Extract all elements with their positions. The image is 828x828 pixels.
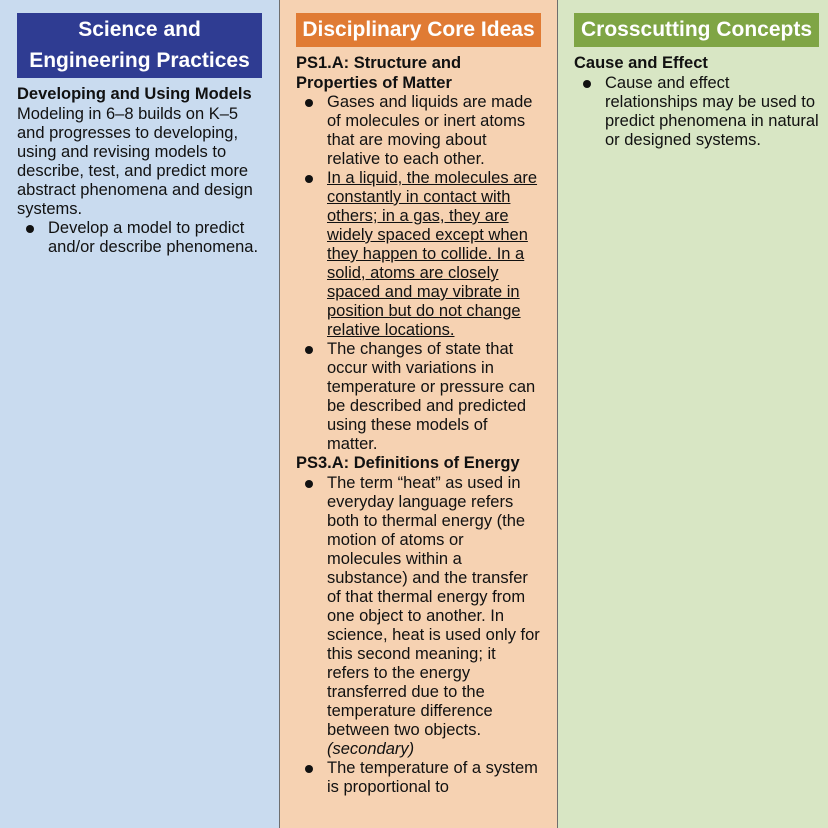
list-item: [296, 93, 541, 169]
cc-column: [558, 0, 828, 828]
cc-bullet-list: [574, 74, 821, 150]
bullet-icon: [26, 225, 34, 233]
dci-ps3a-heading: PS3.A: Definitions of Energy: [296, 454, 520, 472]
bullet-icon: [305, 765, 313, 773]
dci-bullet-text: The term “heat” as used in everyday language refers both to thermal energy (the motion of atoms or molecules within a substance) and the transfer of that thermal energy from one object to another. In science, heat is used only for this second meaning; it refers to the energy transferred due to the temperature difference between two objects.: [327, 473, 540, 739]
list-item: [296, 169, 541, 340]
cc-bullet-text: Cause and effect relationships may be used to predict phenomena in natural or designed systems.: [605, 73, 819, 149]
list-item: [574, 74, 821, 150]
dci-header: Disciplinary Core Ideas: [296, 13, 541, 47]
sep-bullet-list: [17, 219, 263, 257]
list-item: [17, 219, 263, 257]
bullet-icon: [305, 480, 313, 488]
dci-bullet-text: The temperature of a system is proportional to: [327, 758, 538, 796]
list-item: [296, 759, 541, 797]
sep-column: [0, 0, 279, 828]
dci-bullet-text-underlined: In a liquid, the molecules are constantly in contact with others; in a gas, they are widely spaced except when they happen to collide. In a solid, atoms are closely spaced and may vibrate in position but do not change relative locations.: [327, 169, 538, 339]
sep-paragraph: Modeling in 6–8 builds on K–5 and progresses to developing, using and revising models to describe, test, and predict more abstract phenomena and design systems.: [17, 104, 253, 218]
dci-ps1a-heading: PS1.A: Structure and Properties of Matter: [296, 54, 462, 92]
bullet-icon: [583, 80, 591, 88]
dci-column: [279, 0, 558, 828]
cc-header: Crosscutting Concepts: [574, 13, 819, 47]
dci-bullet-text: Gases and liquids are made of molecules or inert atoms that are moving about relative to each other.: [327, 93, 533, 168]
bullet-icon: [305, 175, 313, 183]
list-item: [296, 474, 541, 759]
cc-subheading: Cause and Effect: [574, 54, 708, 72]
bullet-icon: [305, 99, 313, 107]
list-item: [296, 340, 541, 454]
sep-header: Science and Engineering Practices: [17, 13, 262, 78]
sep-subheading: Developing and Using Models: [17, 85, 252, 103]
dci-bullet-text: The changes of state that occur with variations in temperature or pressure can be described and predicted using these models of matter.: [327, 340, 536, 453]
bullet-icon: [305, 346, 313, 354]
dci-ps3a-bullet-list: [296, 474, 541, 797]
dci-ps1a-bullet-list: [296, 93, 541, 454]
sep-bullet-text: Develop a model to predict and/or describe phenomena.: [48, 218, 259, 256]
secondary-note: (secondary): [327, 739, 415, 758]
